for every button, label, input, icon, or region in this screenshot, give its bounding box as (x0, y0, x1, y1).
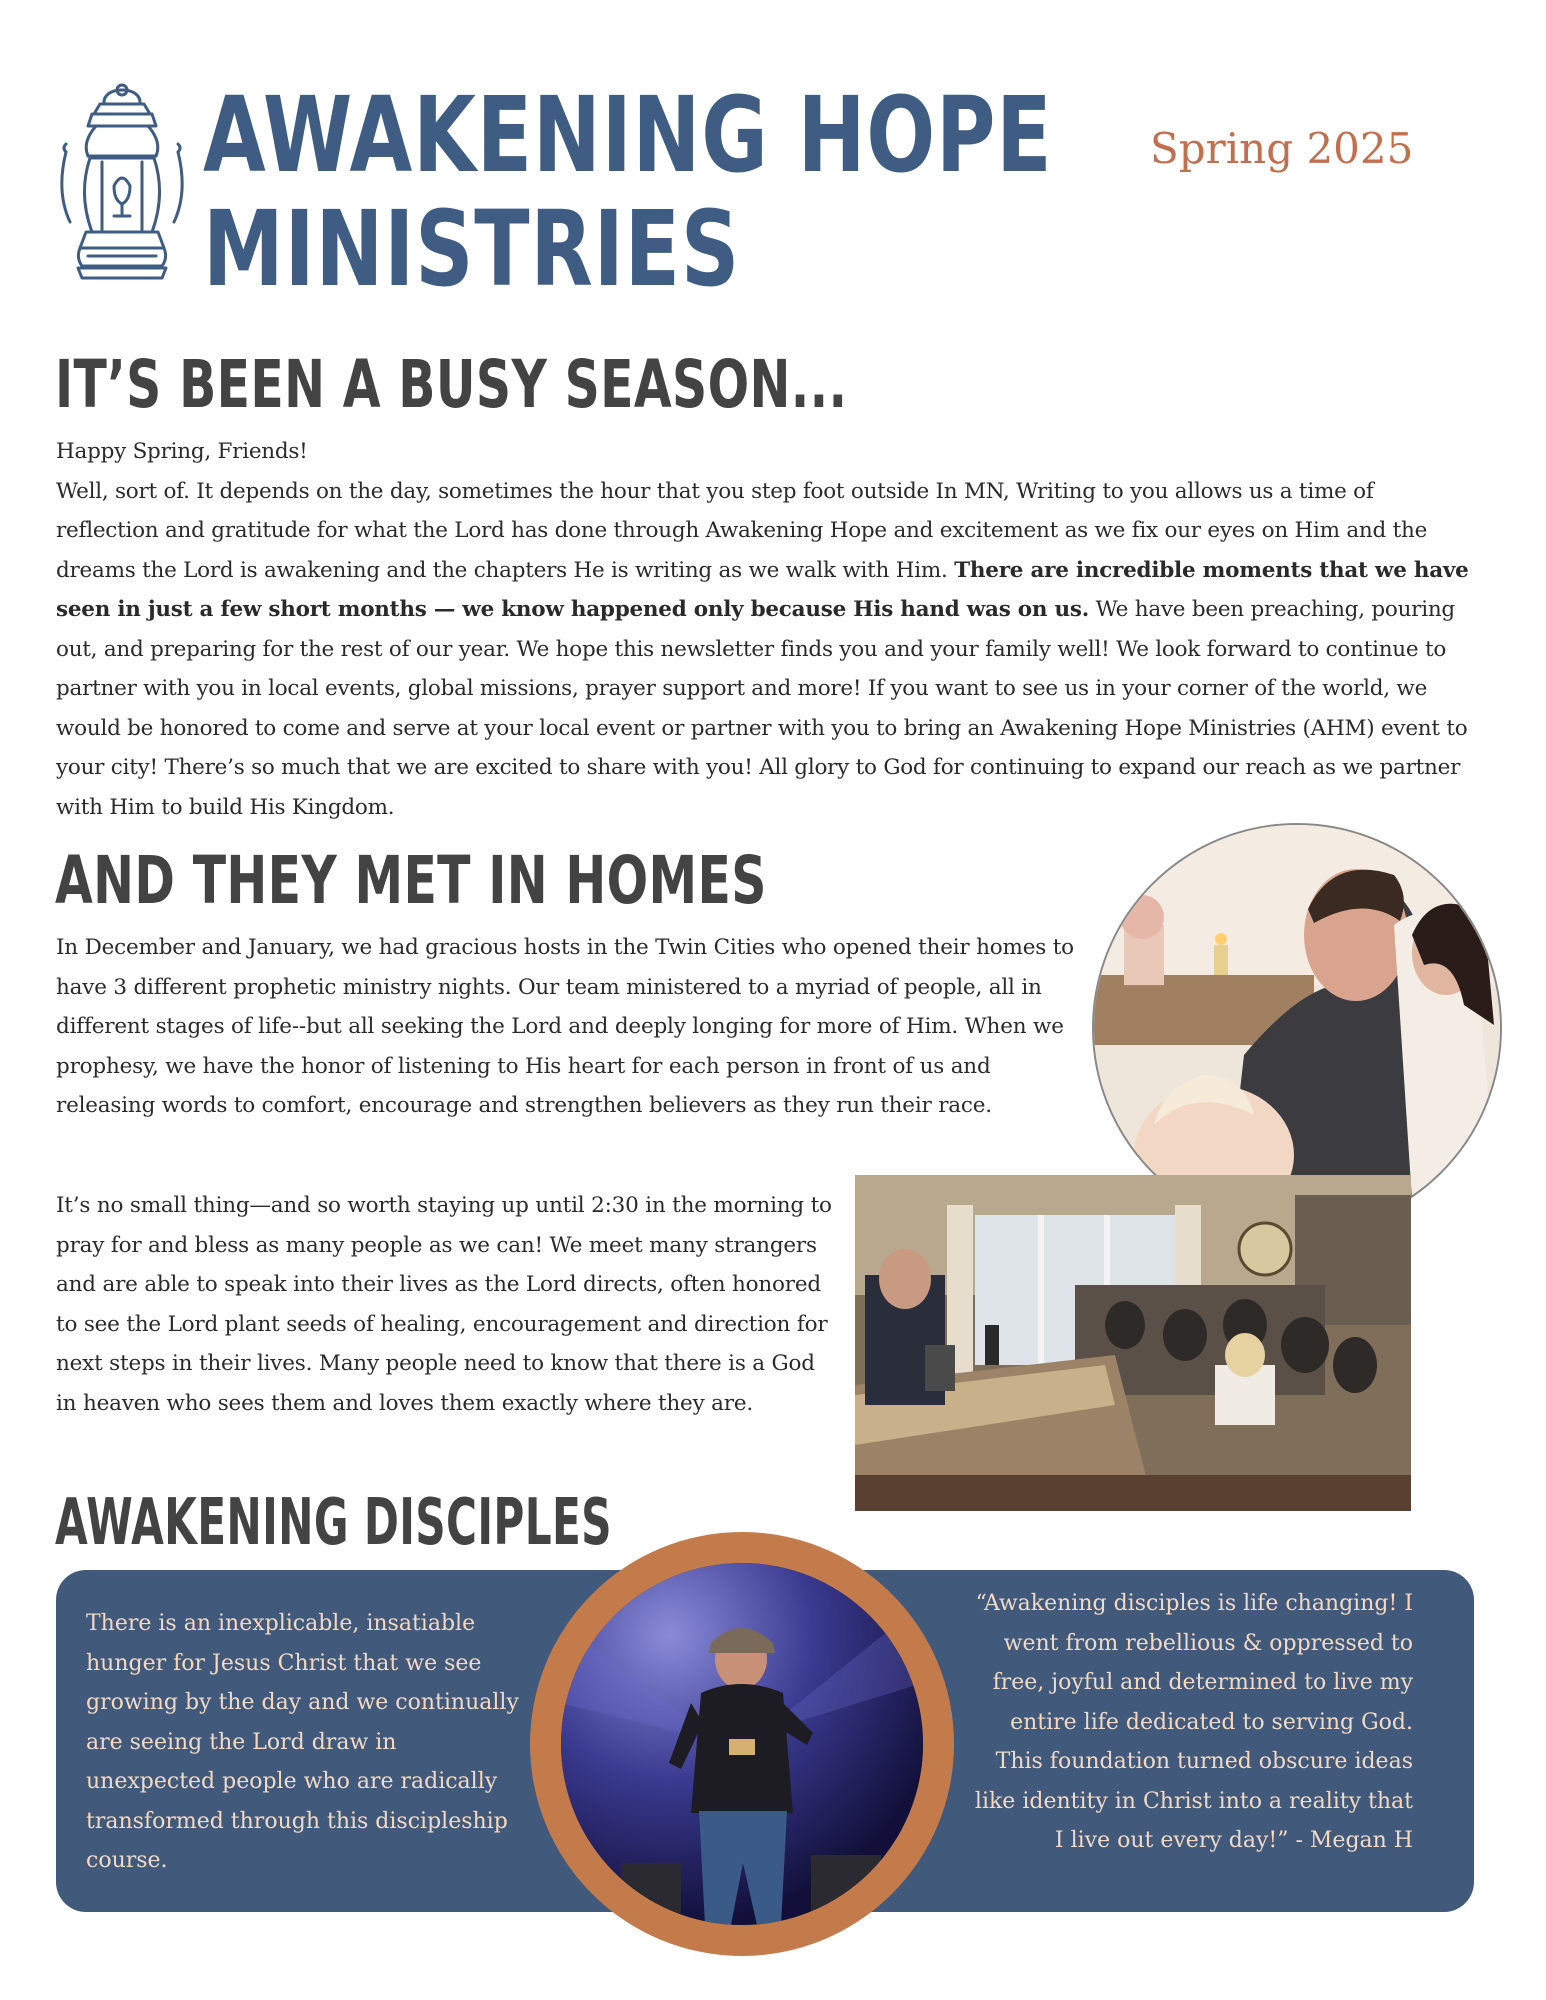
section-body-busy-season (56, 432, 1476, 827)
section-title-homes: AND THEY MET IN HOMES (55, 842, 767, 919)
home-ministry-photo-circle (1092, 823, 1502, 1233)
homes-paragraph-2: It’s no small thing—and so worth staying up until 2:30 in the morning to pray for and bless as many people as we can! We meet many strangers and are able to speak into their lives as the Lord directs, often honored to see the Lord plant seeds of healing, encouragement and direction for next steps in their lives. Many people need to know that there is a God in heaven who sees them and loves them exactly where they are. (56, 1193, 832, 1416)
intro-paragraph (56, 472, 1476, 828)
masthead-line-1: AWAKENING HOPE (203, 74, 1053, 196)
greeting: Happy Spring, Friends! (56, 439, 308, 464)
intro-text-b: We have been preaching, pouring out, and preparing for the rest of our year. We hope this newsletter finds you and your family well! We look forward to continue to partner with you in local events, global missions, prayer support and more! If you want to see us in your corner of the world, we would be honored to come and serve at your local event or partner with you to bring an Awakening Hope Ministries (AHM) event to your city! There’s so much that we are excited to share with you! All glory to God for continuing to expand our reach as we partner with Him to build His Kingdom. (56, 597, 1468, 820)
testimonial-quote: “Awakening disciples is life changing! I went from rebellious & oppressed to free, joyful and determined to live my entire life dedicated to serving God. This foundation turned obscure ideas like identity in Christ into a reality that I live out every day!” - Megan H (974, 1591, 1413, 1853)
disciples-description: There is an inexplicable, insatiable hunger for Jesus Christ that we see growing by the day and we continually are seeing the Lord draw in unexpected people who are radically transformed through this discipleship course. (86, 1611, 519, 1873)
homes-paragraph-1: In December and January, we had gracious hosts in the Twin Cities who opened their homes to have 3 different prophetic ministry nights. Our team ministered to a myriad of people, all in different stages of life--but all seeking the Lord and deeply longing for more of Him. When we prophesy, we have the honor of listening to His heart for each person in front of us and releasing words to comfort, encourage and strengthen believers as they run their race. (56, 935, 1074, 1118)
speaker-photo (561, 1563, 923, 1925)
lantern-icon (52, 82, 192, 292)
section-title-disciples: AWAKENING DISCIPLES (55, 1486, 612, 1560)
intro-text-bold: There are incredible moments that we have seen in just a few short months — we know happened only because His hand was on us. (56, 557, 1469, 622)
intro-text-a: Well, sort of. It depends on the day, sometimes the hour that you step foot outside In MN, Writing to you allows us a time of reflection and gratitude for what the Lord has done through Awakening Hope and excitement as we fix our eyes on Him and the dreams the Lord is awakening and the chapters He is writing as we walk with Him. (56, 478, 1428, 583)
home-gathering-photo (855, 1175, 1411, 1511)
masthead-title (203, 74, 1053, 310)
edition-label: Spring 2025 (1150, 124, 1414, 173)
masthead-line-2: MINISTRIES (203, 188, 741, 310)
section-title-busy-season: IT’S BEEN A BUSY SEASON... (55, 346, 848, 423)
